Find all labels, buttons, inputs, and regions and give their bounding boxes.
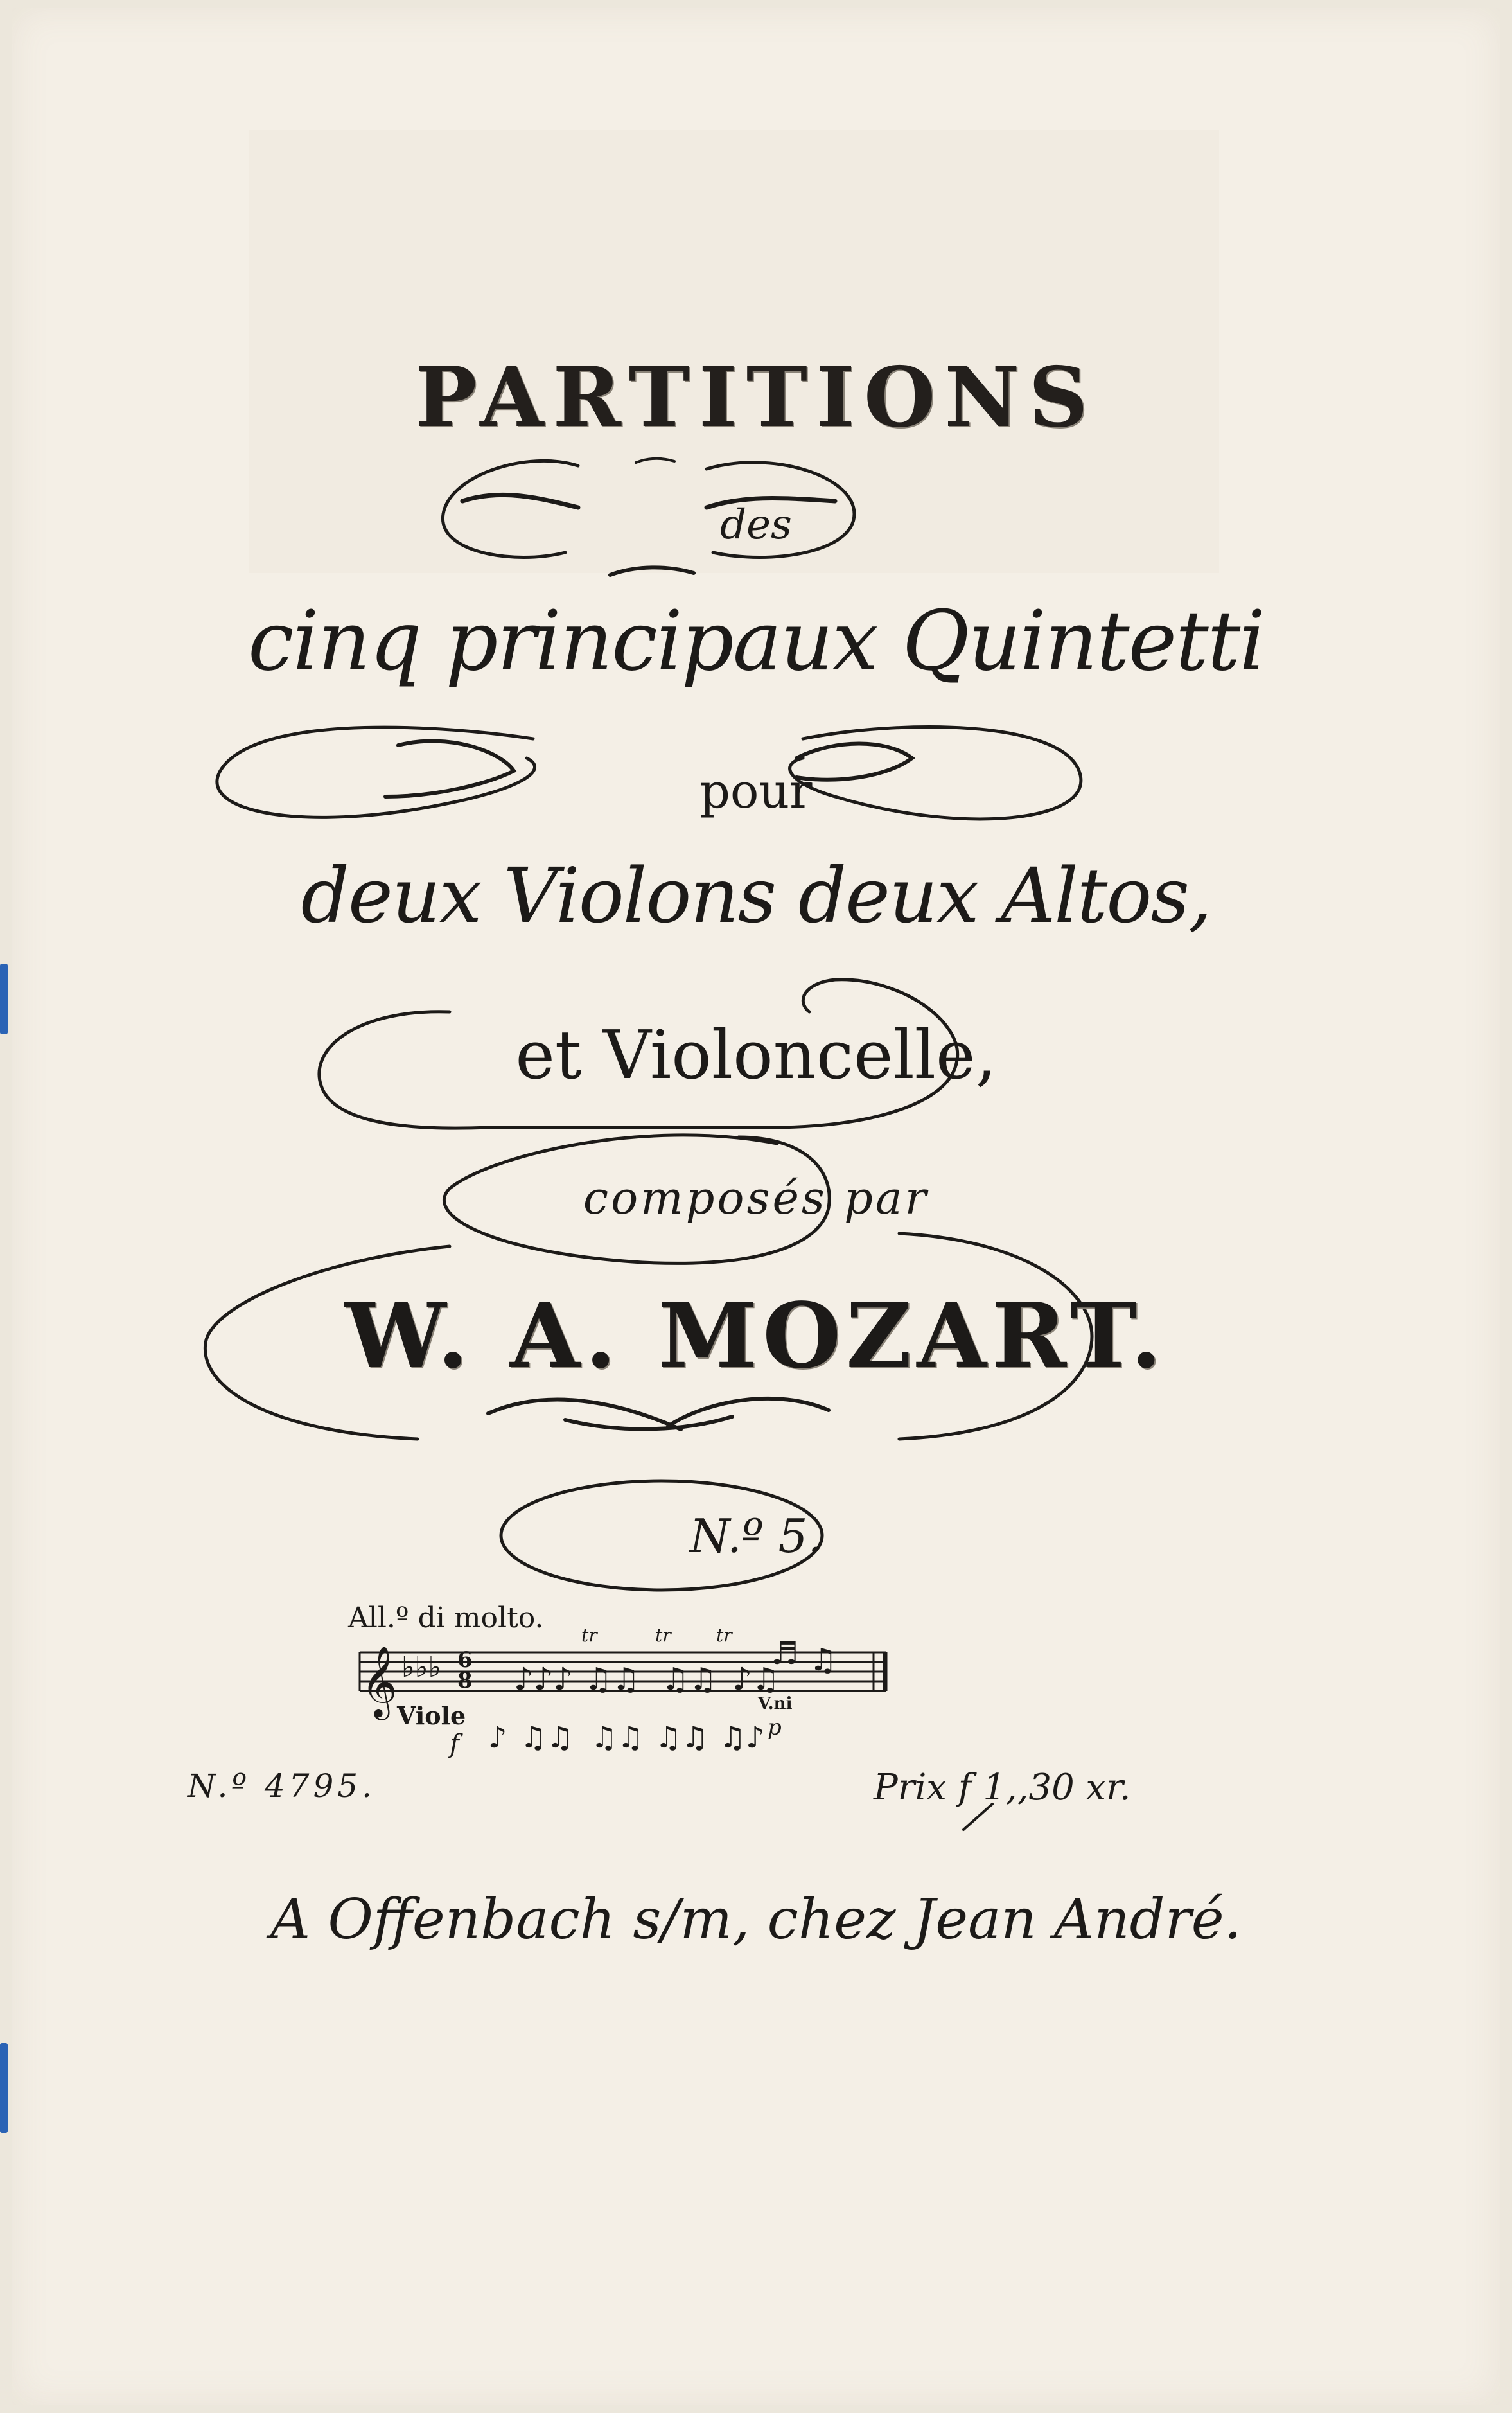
svg-text:♫♫: ♫♫ xyxy=(520,1720,574,1755)
trill-marks xyxy=(581,1625,733,1646)
svg-text:♫♪: ♫♪ xyxy=(719,1720,765,1755)
price: Prix f 1,,30 xr. xyxy=(874,1767,1131,1808)
svg-text:♫♫: ♫♫ xyxy=(585,1661,640,1697)
connector-pour: pour xyxy=(699,764,813,819)
dynamic-forte: f xyxy=(450,1729,459,1759)
connector-des: des xyxy=(720,501,792,549)
svg-text:♬: ♬ xyxy=(771,1636,799,1672)
key-flats: ♭♭♭ xyxy=(401,1651,442,1684)
dynamic-piano: p xyxy=(768,1715,782,1740)
subtitle-quintetti: cinq principaux Quintetti xyxy=(247,594,1265,689)
svg-text:♫: ♫ xyxy=(809,1642,838,1678)
trill-mark: tr xyxy=(581,1625,597,1646)
instruments-line-2: et Violoncelle, xyxy=(515,1016,997,1094)
incipit-tempo: All.º di molto. xyxy=(348,1602,544,1634)
trill-mark: tr xyxy=(716,1625,732,1646)
composed-by-line: composés par xyxy=(583,1172,929,1224)
main-title: PARTITIONS xyxy=(415,349,1097,446)
svg-text:♫♫: ♫♫ xyxy=(662,1661,717,1697)
composer-name: W. A. MOZART. xyxy=(345,1284,1167,1389)
violini-label: V.ni xyxy=(758,1694,793,1713)
upper-notes xyxy=(514,1636,837,1697)
publisher-imprint: A Offenbach s/m, chez Jean André. xyxy=(270,1887,1242,1952)
work-number: N.º 5. xyxy=(689,1509,823,1563)
instruments-line-1: deux Violons deux Altos, xyxy=(301,851,1211,940)
svg-text:♫♫: ♫♫ xyxy=(655,1720,708,1755)
time-signature: 6 xyxy=(457,1647,473,1673)
svg-text:♪: ♪ xyxy=(488,1720,507,1755)
treble-clef: 𝄞 xyxy=(361,1645,398,1717)
trill-mark: tr xyxy=(655,1625,671,1646)
time-signature-lower: 8 xyxy=(457,1668,473,1693)
plate-number: N.º 4795. xyxy=(188,1767,376,1805)
svg-text:♫♫: ♫♫ xyxy=(591,1720,644,1755)
lower-notes xyxy=(488,1720,765,1755)
incipit-viole-label: Viole xyxy=(397,1701,466,1730)
svg-text:♪♫: ♪♫ xyxy=(732,1661,780,1697)
svg-text:♪♪♪: ♪♪♪ xyxy=(514,1661,573,1697)
